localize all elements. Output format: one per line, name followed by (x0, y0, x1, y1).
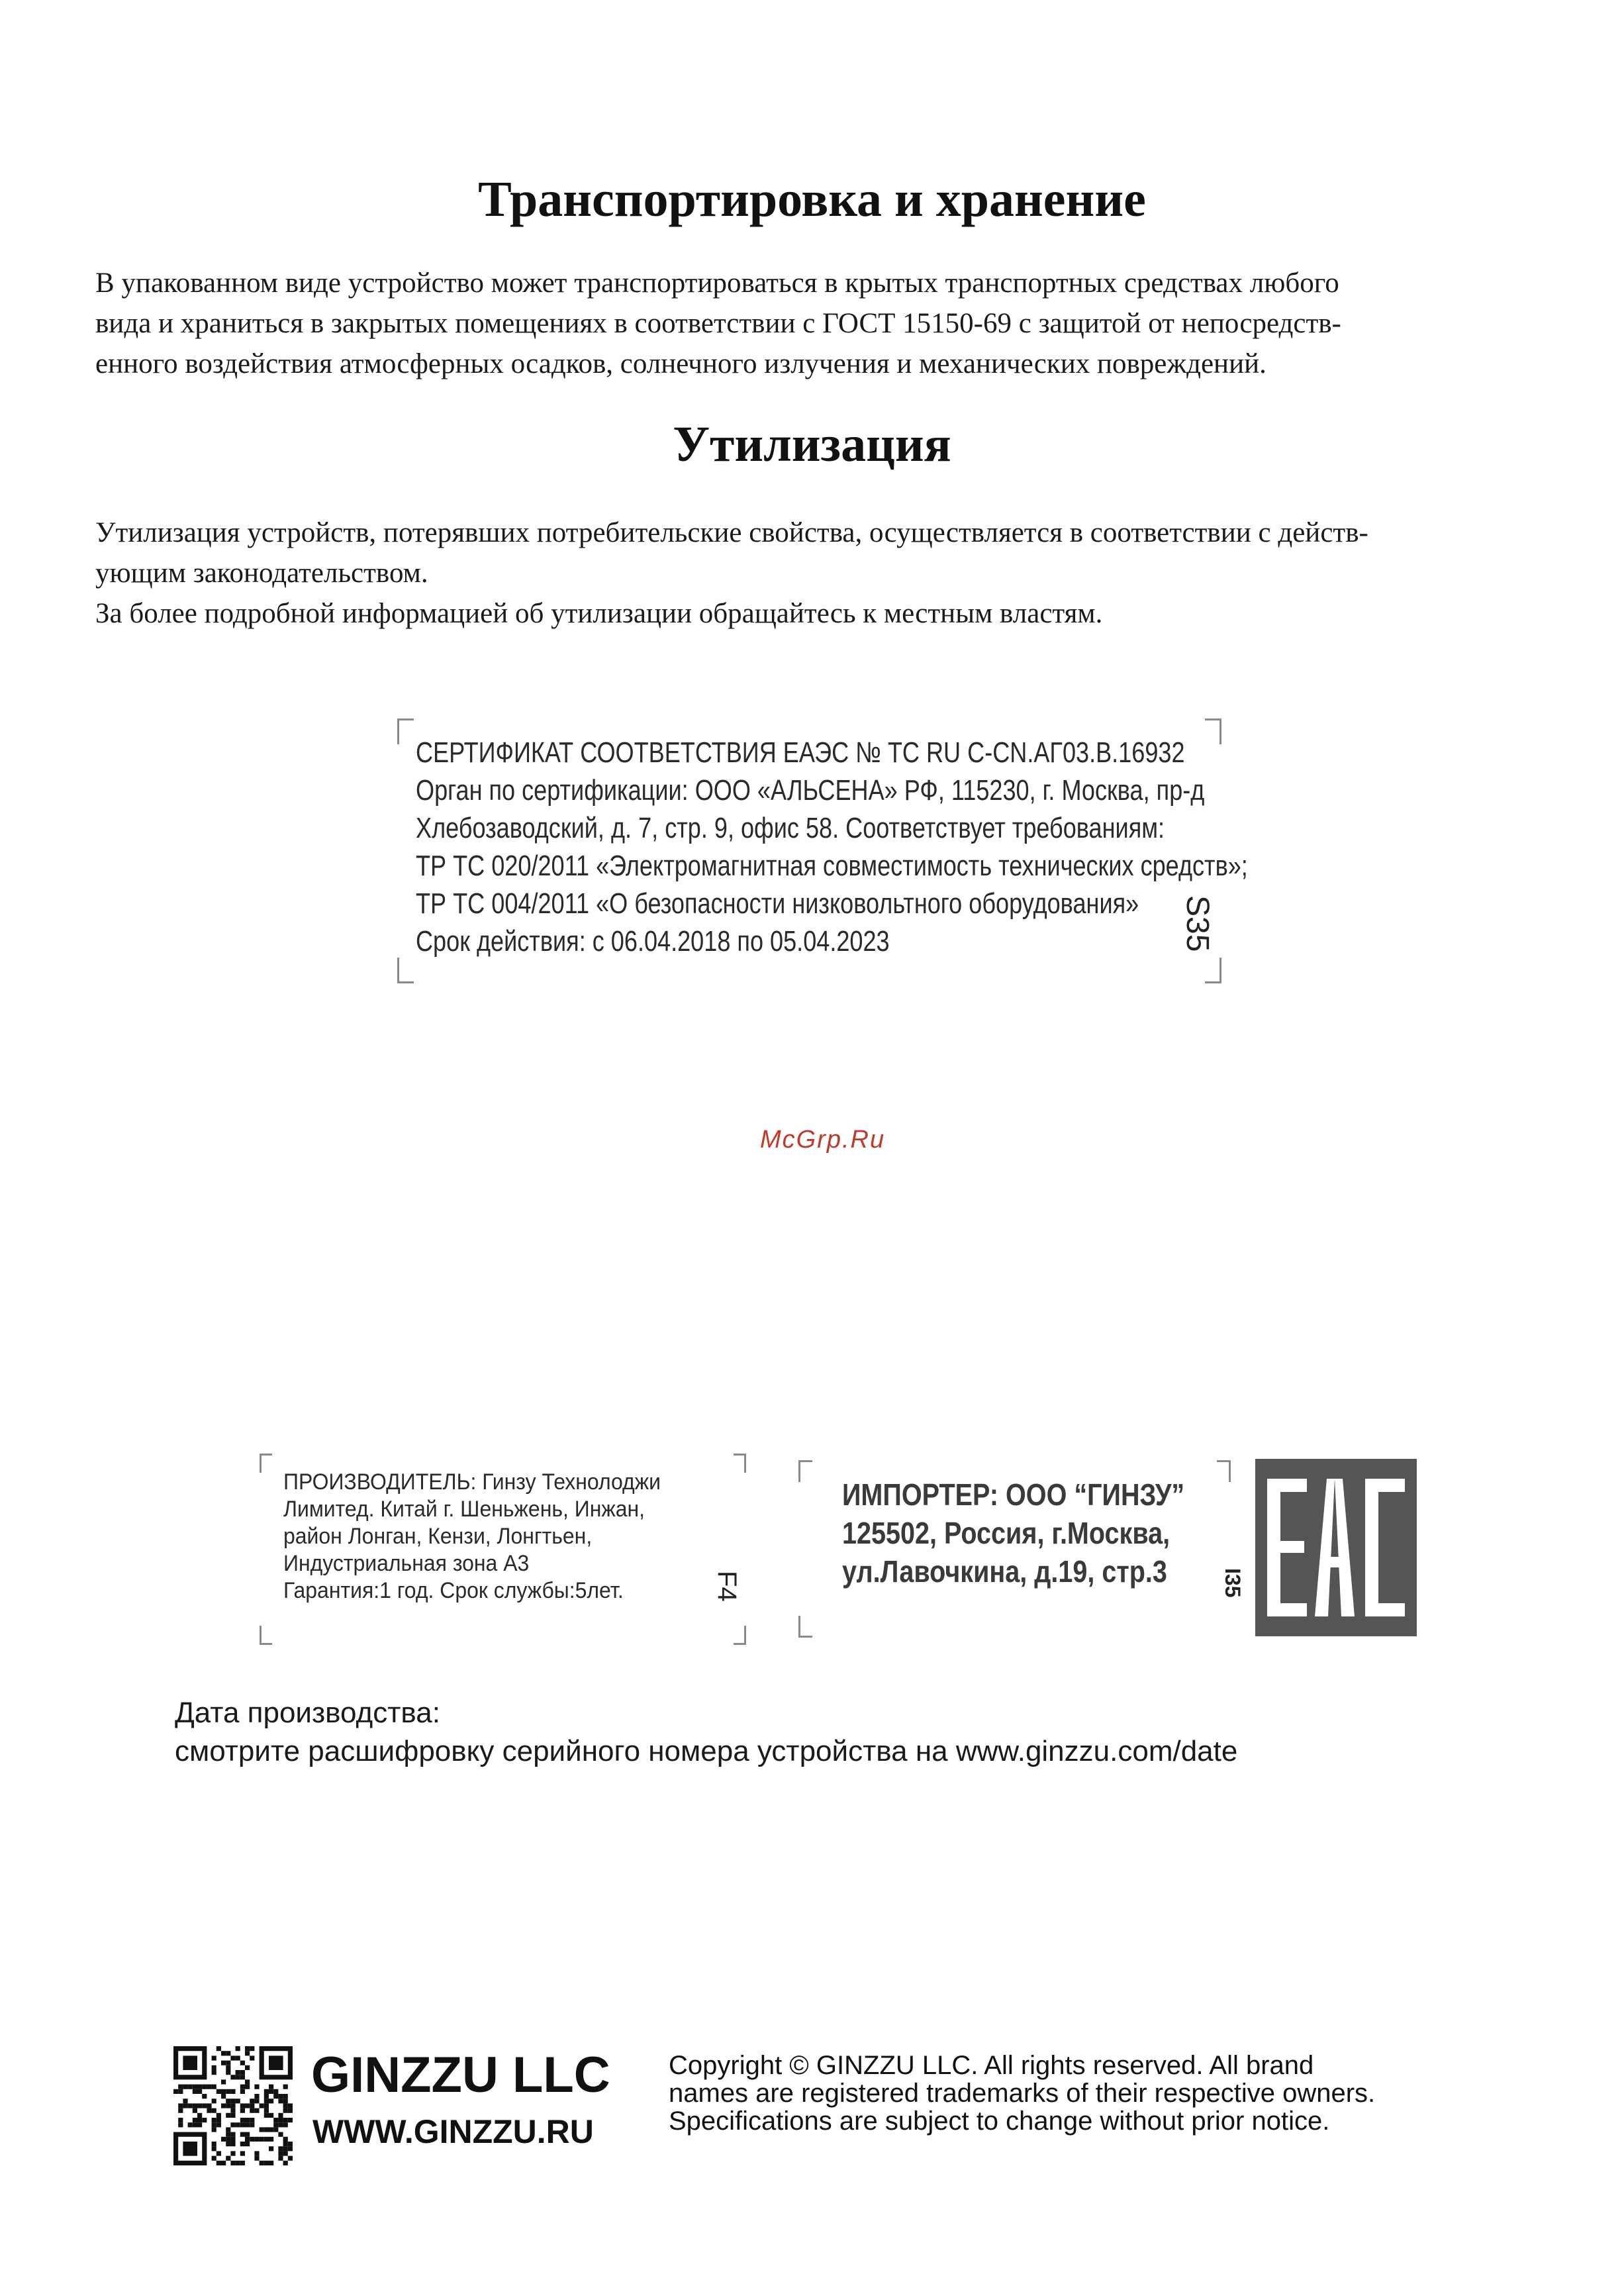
frame-corner (798, 1460, 812, 1482)
frame-corner (397, 958, 414, 983)
disposal-line: За более подробной информацией об утилизации обращайтесь к местным властям. (95, 598, 1103, 629)
certificate-line: Хлебозаводский, д. 7, стр. 9, офис 58. Соответствует требованиям: (416, 812, 1165, 844)
storage-line: енного воздействия атмосферных осадков, солнечного излучения и механических повреждений. (95, 348, 1266, 379)
disposal-line: ующим законодательством. (95, 558, 428, 589)
manufacturer-line: Гарантия:1 год. Срок службы:5лет. (283, 1578, 624, 1603)
importer-line: ул.Лавочкина, д.19, стр.3 (842, 1554, 1167, 1589)
production-date (175, 1694, 1237, 1771)
copyright-notice (669, 2052, 1457, 2135)
copyright-line: Copyright © GINZZU LLC. All rights reserved. All brand (669, 2051, 1314, 2080)
eac-mark-icon (1255, 1459, 1417, 1636)
frame-corner (798, 1616, 812, 1638)
frame-corner (397, 718, 414, 744)
manufacturer-line: ПРОИЗВОДИТЕЛЬ: Гинзу Технолоджи (283, 1469, 661, 1495)
frame-corner (734, 1454, 746, 1473)
frame-corner (734, 1626, 746, 1645)
storage-title: Транспортировка и хранение (478, 172, 1146, 227)
copyright-line: Specifications are subject to change without prior notice. (669, 2106, 1330, 2136)
certificate-text (416, 734, 1248, 960)
certificate-line: Срок действия: с 06.04.2018 по 05.04.2023 (416, 925, 890, 958)
brand-name: GINZZU LLC (311, 2047, 610, 2103)
manufacturer-text (283, 1469, 661, 1605)
frame-corner (260, 1454, 272, 1473)
eac-mark-graphic (1255, 1459, 1417, 1636)
importer-text (842, 1475, 1184, 1591)
production-date-label: Дата производства: (175, 1697, 440, 1729)
disposal-paragraph (95, 513, 1539, 634)
importer-line: 125502, Россия, г.Москва, (842, 1516, 1170, 1550)
copyright-line: names are registered trademarks of their respective owners. (669, 2079, 1376, 2108)
brand-url: WWW.GINZZU.RU (312, 2113, 594, 2150)
qr-code-icon (173, 2046, 293, 2165)
certificate-code: S35 (1180, 895, 1215, 952)
storage-paragraph (95, 263, 1539, 384)
disposal-line: Утилизация устройств, потерявших потребительские свойства, осуществляется в соответствии с действ- (95, 517, 1368, 548)
production-date-text: смотрите расшифровку серийного номера устройства на www.ginzzu.com/date (175, 1735, 1238, 1767)
watermark: McGrp.Ru (760, 1126, 886, 1154)
storage-line: вида и храниться в закрытых помещениях в соответствии с ГОСТ 15150-69 с защитой от непосредств- (95, 308, 1341, 339)
storage-line: В упакованном виде устройство может транспортироваться в крытых транспортных средствах любого (95, 268, 1339, 299)
disposal-title: Утилизация (673, 417, 951, 472)
frame-corner (1205, 958, 1221, 983)
importer-code: I35 (1221, 1568, 1245, 1598)
certificate-line: ТР ТС 020/2011 «Электромагнитная совместимость технических средств»; (416, 850, 1248, 882)
manufacturer-line: район Лонган, Кензи, Лонгтьен, (283, 1524, 593, 1549)
manufacturer-line: Лимитед. Китай г. Шеньжень, Инжан, (283, 1497, 645, 1522)
frame-corner (1217, 1460, 1231, 1482)
certificate-line: СЕРТИФИКАТ СООТВЕТСТВИЯ ЕАЭС № ТС RU C-CN.АГ03.В.16932 (416, 736, 1185, 769)
frame-corner (260, 1626, 272, 1645)
qr-code-graphic (173, 2046, 293, 2165)
certificate-line: Орган по сертификации: ООО «АЛЬСЕНА» РФ, 115230, г. Москва, пр-д (416, 774, 1205, 807)
certificate-line: ТР ТС 004/2011 «О безопасности низковольтного оборудования» (416, 887, 1139, 920)
manufacturer-code: F4 (712, 1571, 741, 1602)
importer-line: ИМПОРТЕР: ООО “ГИНЗУ” (842, 1477, 1185, 1512)
manufacturer-line: Индустриальная зона А3 (283, 1551, 530, 1576)
